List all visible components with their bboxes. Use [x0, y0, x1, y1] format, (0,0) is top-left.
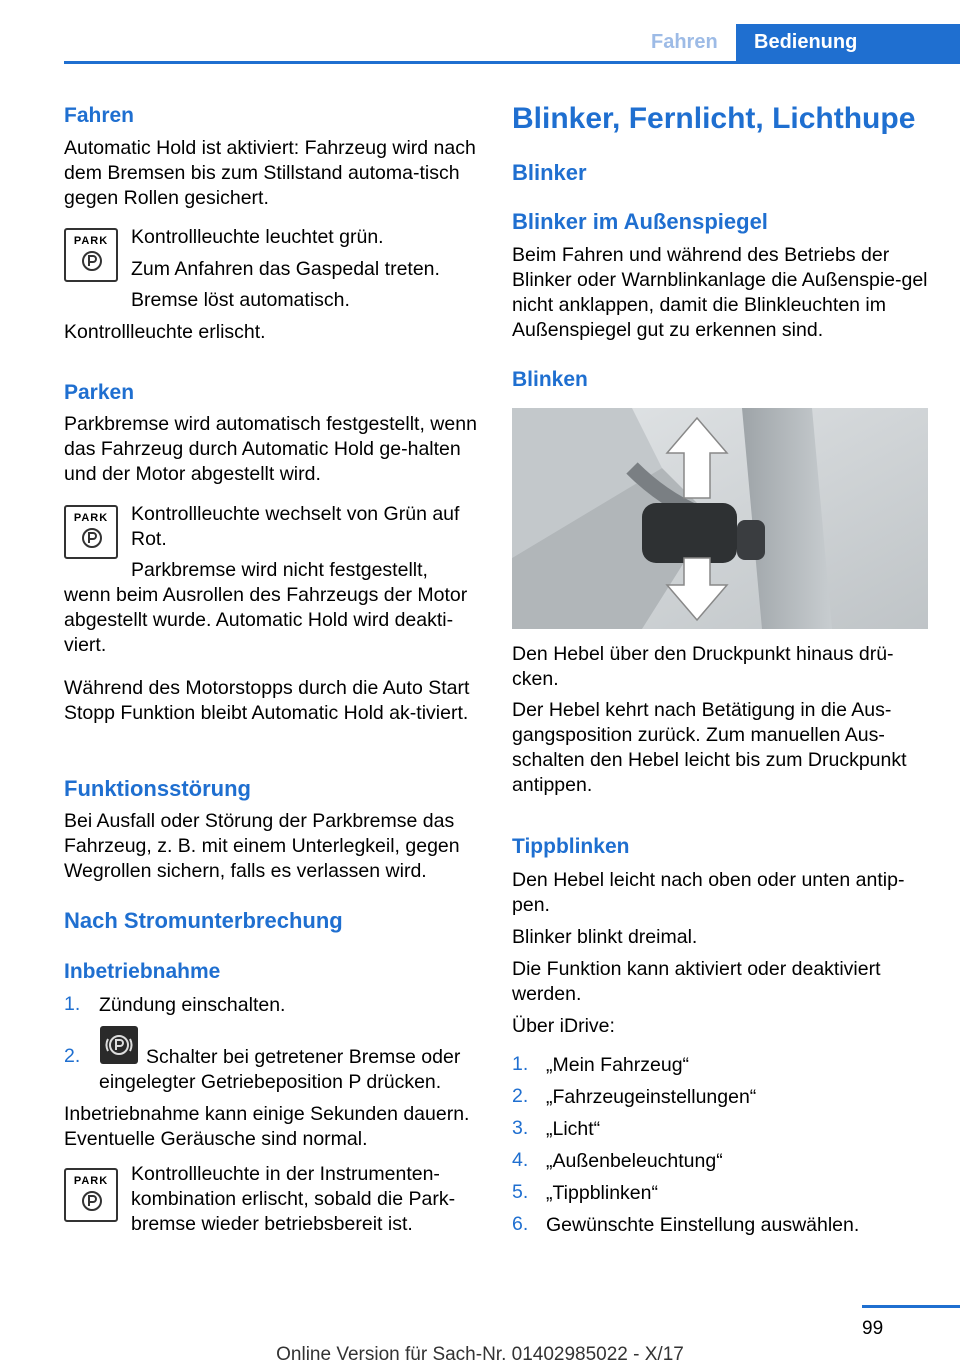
step-1-text: Zündung einschalten.	[99, 994, 286, 1016]
step-2-text-a: Schalter bei getretener Bremse oder	[146, 1046, 461, 1068]
section-title-parken: Parken	[64, 381, 135, 404]
list-number: 4.	[512, 1149, 529, 1171]
parking-brake-switch-icon	[100, 1026, 138, 1064]
park-icon-label: PARK	[73, 512, 109, 524]
fahren-indicator-text-1: Kontrollleuchte leuchtet grün.	[131, 226, 384, 248]
fahren-paragraph-2: Kontrollleuchte erlischt.	[64, 321, 266, 343]
list-number: 6.	[512, 1213, 529, 1235]
section-title-stromunterbrechung: Nach Stromunterbrechung	[64, 908, 343, 933]
step-number: 2.	[64, 1045, 81, 1067]
parken-paragraph-3: Während des Motorstopps durch die Auto Start Stopp Funktion bleibt Automatic Hold ak-tiviert.	[64, 677, 470, 724]
header-rule	[64, 61, 960, 64]
header-tab-bedienung[interactable]: Bedienung	[736, 24, 960, 61]
funktionsstoerung-paragraph: Bei Ausfall oder Störung der Parkbremse das Fahrzeug, z. B. mit einem Unterlegkeil, gegen Wegrollen sichern, falls es verlassen wird.	[64, 810, 460, 882]
online-version-footer: Online Version für Sach-Nr. 01402985022 - X/17	[276, 1344, 684, 1365]
list-item: Gewünschte Einstellung auswählen.	[546, 1214, 860, 1236]
page-number: 99	[862, 1318, 884, 1339]
fahren-indicator-text-3: Bremse löst automatisch.	[131, 289, 350, 311]
list-number: 5.	[512, 1181, 529, 1203]
section-title-blinker-aussenspiegel: Blinker im Außenspiegel	[512, 209, 768, 234]
section-title-tippblinken: Tippblinken	[512, 835, 630, 858]
turn-signal-lever-illustration	[512, 408, 928, 629]
inbetriebnahme-paragraph: Inbetriebnahme kann einige Sekunden dauern. Eventuelle Geräusche sind normal.	[64, 1103, 470, 1150]
parken-indicator-text-1: Kontrollleuchte wechselt von Grün auf Rot.	[131, 503, 460, 550]
section-title-blinken: Blinken	[512, 368, 588, 391]
park-indicator-icon	[64, 1168, 118, 1222]
list-item: „Außenbeleuchtung“	[546, 1150, 723, 1172]
step-number: 1.	[64, 993, 81, 1015]
tippblinken-paragraph-3: Die Funktion kann aktiviert oder deaktiviert werden.	[512, 958, 881, 1005]
list-number: 2.	[512, 1085, 529, 1107]
tippblinken-paragraph-1: Den Hebel leicht nach oben oder unten antip-pen.	[512, 869, 905, 916]
park-indicator-icon	[64, 228, 118, 282]
aussenspiegel-paragraph: Beim Fahren und während des Betriebs der Blinker oder Warnblinkanlage die Außenspie-gel nicht anklappen, damit die Blinkleuchten im Außenspiegel gut zu erkennen sind.	[512, 244, 928, 341]
section-title-inbetriebnahme: Inbetriebnahme	[64, 960, 221, 983]
list-number: 1.	[512, 1053, 529, 1075]
header-tab-fahren[interactable]: Fahren	[651, 31, 718, 53]
parken-paragraph-2: wenn beim Ausrollen des Fahrzeugs der Motor abgestellt wurde. Automatic Hold wird deakti-viert.	[64, 584, 468, 656]
footer-rule	[862, 1305, 960, 1308]
list-number: 3.	[512, 1117, 529, 1139]
list-item: „Licht“	[546, 1118, 601, 1140]
park-icon-label: PARK	[73, 235, 109, 247]
step-2-text-b: eingelegter Getriebeposition P drücken.	[99, 1071, 442, 1093]
blinken-paragraph-1: Den Hebel über den Druckpunkt hinaus drü-cken.	[512, 643, 894, 690]
tippblinken-paragraph-2: Blinker blinkt dreimal.	[512, 926, 698, 948]
list-item: „Tippblinken“	[546, 1182, 658, 1204]
list-item: „Fahrzeugeinstellungen“	[546, 1086, 757, 1108]
inbetriebnahme-indicator-text: Kontrollleuchte in der Instrumenten-kombination erlischt, sobald die Park-bremse wieder betriebsbereit ist.	[131, 1163, 456, 1235]
list-item: „Mein Fahrzeug“	[546, 1054, 690, 1076]
parken-indicator-text-2: Parkbremse wird nicht festgestellt,	[131, 559, 428, 581]
tippblinken-paragraph-4: Über iDrive:	[512, 1015, 615, 1037]
section-title-funktionsstoerung: Funktionsstörung	[64, 776, 251, 801]
section-title-fahren: Fahren	[64, 104, 135, 127]
fahren-paragraph: Automatic Hold ist aktiviert: Fahrzeug wird nach dem Bremsen bis zum Stillstand automa-tisch gegen Rollen gesichert.	[64, 137, 476, 209]
blinken-paragraph-2: Der Hebel kehrt nach Betätigung in die Aus-gangsposition zurück. Zum manuellen Aus-schalten den Hebel leicht bis zum Druckpunkt antippen.	[512, 699, 907, 796]
main-title: Blinker, Fernlicht, Lichthupe	[512, 102, 916, 135]
park-icon-label: PARK	[73, 1175, 109, 1187]
parken-paragraph-1: Parkbremse wird automatisch festgestellt, wenn das Fahrzeug durch Automatic Hold ge-halten und der Motor abgestellt wird.	[64, 413, 477, 485]
fahren-indicator-text-2: Zum Anfahren das Gaspedal treten.	[131, 258, 440, 280]
park-indicator-icon	[64, 505, 118, 559]
section-title-blinker: Blinker	[512, 160, 587, 185]
